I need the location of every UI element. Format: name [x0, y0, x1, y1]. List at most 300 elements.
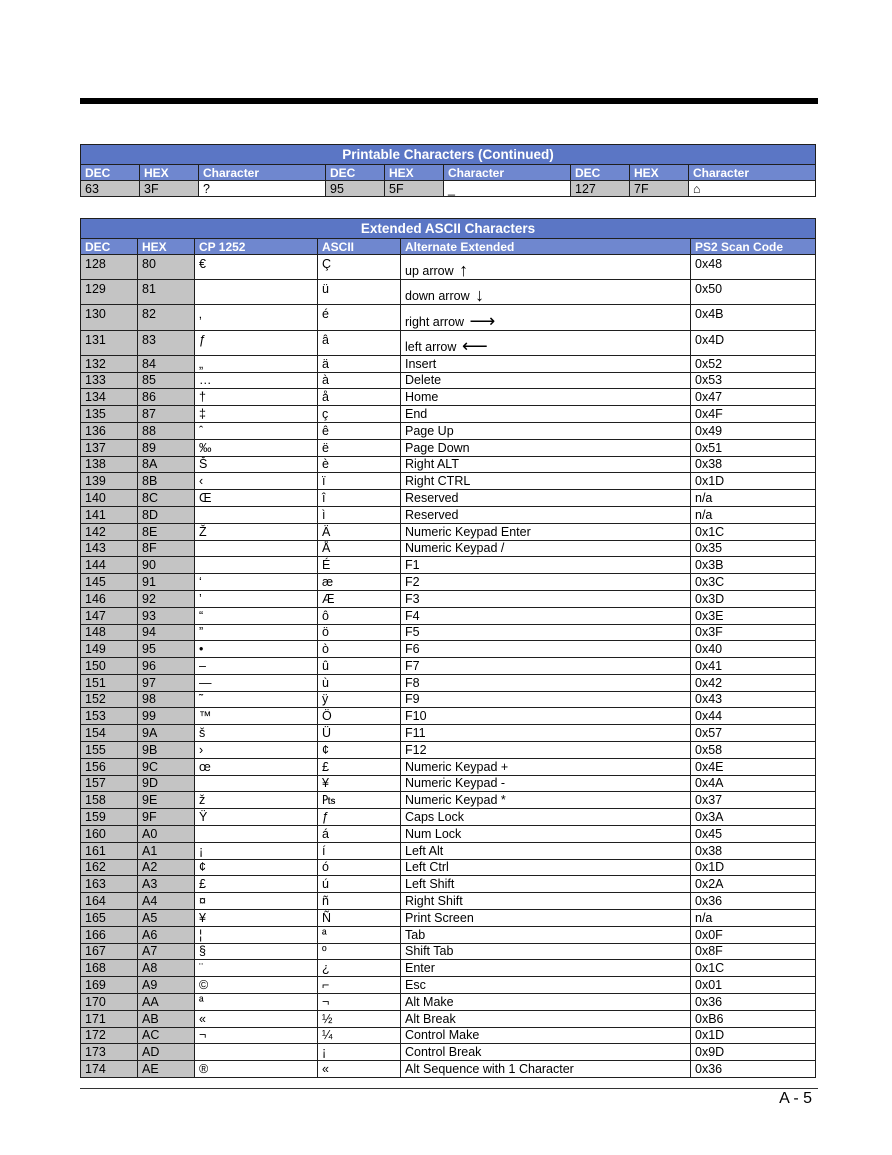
cp1252-cell: [195, 607, 318, 624]
dec-cell: [81, 389, 138, 406]
alternate-extended-cell: [401, 758, 691, 775]
dec-cell: [81, 775, 138, 792]
cell-text: F5: [405, 625, 420, 640]
cp1252-cell: [195, 960, 318, 977]
cell-text: 160: [85, 826, 106, 841]
table-row: [81, 473, 816, 490]
cell-text: ”: [199, 625, 204, 640]
cell-text: Insert: [405, 356, 437, 371]
dec-cell: [81, 557, 138, 574]
cell-text: —: [199, 675, 212, 690]
cell-text: …: [199, 373, 212, 388]
ps2-scan-code-cell: [691, 674, 816, 691]
cell-text: Num Lock: [405, 826, 462, 841]
cell-text: ¤: [199, 894, 206, 909]
cell-text: 0x48: [695, 257, 723, 271]
cell-text: Esc: [405, 978, 426, 993]
cell-text: 0x57: [695, 726, 723, 741]
cell-text: ›: [199, 742, 204, 757]
cell-text: ©: [199, 978, 209, 993]
cell-text: ¢: [322, 742, 329, 757]
alternate-extended-cell: [401, 607, 691, 624]
cell-text: ª: [322, 927, 327, 942]
hex-cell: [138, 406, 195, 423]
hex-cell: [138, 372, 195, 389]
cell-text: F2: [405, 574, 420, 589]
table-row: [81, 708, 816, 725]
cell-text: 0x36: [695, 894, 723, 909]
ps2-scan-code-cell: [691, 305, 816, 330]
table-row: [81, 439, 816, 456]
alternate-extended-cell: [401, 590, 691, 607]
cell-text: Tab: [405, 927, 426, 942]
cell-text: AD: [142, 1045, 160, 1060]
table-row: [81, 490, 816, 507]
cell-text: Control Break: [405, 1045, 482, 1060]
cell-text: 81: [142, 282, 156, 297]
cell-text: 0x3A: [695, 810, 724, 825]
cell-text: Reserved: [405, 490, 459, 505]
cell-text: §: [199, 944, 206, 959]
alternate-extended-cell: [401, 1010, 691, 1027]
cell-text: 94: [142, 625, 156, 640]
cell-text: 154: [85, 726, 106, 741]
ascii-cell: [318, 910, 401, 927]
cell-text: 92: [142, 591, 156, 606]
hex-cell: [138, 826, 195, 843]
cp1252-cell: [195, 994, 318, 1011]
hex-cell: [138, 439, 195, 456]
cell-text: A9: [142, 978, 158, 993]
cell-text: ž: [199, 793, 206, 808]
hex-cell: [138, 792, 195, 809]
cell-text: 146: [85, 591, 106, 606]
col-header-dec: DEC: [81, 239, 138, 255]
table-row: [81, 305, 816, 330]
cell-text: é: [322, 307, 329, 322]
table-row: [81, 1061, 816, 1078]
cell-text: 164: [85, 894, 106, 909]
cell-text: 153: [85, 709, 106, 724]
alternate-extended-cell: [401, 658, 691, 675]
col-header-alternate-extended: Alternate Extended: [401, 239, 691, 255]
dec-cell: [81, 422, 138, 439]
table-row: [81, 994, 816, 1011]
ascii-cell: [318, 406, 401, 423]
cell-text: ¥: [199, 910, 206, 925]
dec-cell: [81, 842, 138, 859]
cell-text: Caps Lock: [405, 810, 465, 825]
cell-text: 0x36: [695, 994, 723, 1009]
cell-text: 137: [85, 440, 106, 455]
hex-cell: [138, 330, 195, 355]
dec-cell: [81, 691, 138, 708]
cell-text: ‡: [199, 406, 206, 421]
cp1252-cell: [195, 1044, 318, 1061]
ascii-cell: [318, 960, 401, 977]
cell-text: Ç: [322, 257, 332, 271]
table-row: [81, 557, 816, 574]
col-header-dec: DEC: [81, 165, 140, 181]
ps2-scan-code-cell: [691, 330, 816, 355]
hex-cell: [138, 910, 195, 927]
cell-text: Right Shift: [405, 894, 463, 909]
alternate-extended-cell: [401, 473, 691, 490]
table-row: [81, 1027, 816, 1044]
cp1252-cell: [195, 876, 318, 893]
ascii-cell: [318, 691, 401, 708]
table-row: [81, 406, 816, 423]
alternate-extended-cell: [401, 809, 691, 826]
ps2-scan-code-cell: [691, 977, 816, 994]
ps2-scan-code-cell: [691, 372, 816, 389]
cell-text: AB: [142, 1011, 159, 1026]
ascii-cell: [318, 876, 401, 893]
col-header-cp1252: CP 1252: [195, 239, 318, 255]
ascii-cell: [318, 926, 401, 943]
cp1252-cell: [195, 758, 318, 775]
cell-text: 162: [85, 860, 106, 875]
alternate-extended-cell: [401, 775, 691, 792]
dec-cell: [81, 506, 138, 523]
cell-text: 0x3D: [695, 591, 725, 606]
cp1252-cell: [195, 305, 318, 330]
cell-text: ô: [322, 608, 329, 623]
cell-text: ‚: [199, 307, 202, 322]
cell-text: A1: [142, 843, 158, 858]
ps2-scan-code-cell: [691, 658, 816, 675]
cp1252-cell: [195, 943, 318, 960]
cell-text: â: [322, 332, 329, 347]
table-row: [81, 859, 816, 876]
cell-text: 136: [85, 423, 106, 438]
dec-cell: [81, 439, 138, 456]
alternate-extended-cell: [401, 490, 691, 507]
alternate-extended-cell: [401, 943, 691, 960]
ps2-scan-code-cell: [691, 590, 816, 607]
hex-cell: [138, 590, 195, 607]
hex-cell: [138, 775, 195, 792]
cell-text: ’: [199, 591, 202, 606]
ps2-scan-code-cell: [691, 742, 816, 759]
cell-text: ú: [322, 877, 329, 892]
arrow-icon: ⟵: [461, 335, 488, 356]
cell-text: 9D: [142, 776, 158, 791]
cell-text: •: [199, 642, 204, 657]
alternate-extended-cell: [401, 842, 691, 859]
cell-text: û: [322, 658, 329, 673]
col-header-hex: HEX: [138, 239, 195, 255]
dec-cell: [81, 742, 138, 759]
cell-text: 0x36: [695, 1062, 723, 1077]
cell-text: 0x0F: [695, 927, 723, 942]
hex-cell: [138, 523, 195, 540]
cell-text: ‘: [199, 574, 202, 589]
cell-text: ˜: [199, 692, 204, 707]
cell-text: 138: [85, 457, 106, 472]
table-row: [81, 590, 816, 607]
cell-text: ƒ: [199, 332, 206, 347]
dec-cell: [81, 876, 138, 893]
cell-text: 147: [85, 608, 106, 623]
ps2-scan-code-cell: [691, 1027, 816, 1044]
table-row: [81, 355, 816, 372]
table-row: [81, 910, 816, 927]
cell-text: š: [199, 726, 206, 741]
ps2-scan-code-cell: [691, 280, 816, 305]
cell-text: 145: [85, 574, 106, 589]
col-header-hex: HEX: [630, 165, 689, 181]
cell-text: 80: [142, 257, 156, 271]
cell-text: ¢: [199, 860, 206, 875]
cell-text: A3: [142, 877, 158, 892]
ascii-cell: [318, 826, 401, 843]
cell-text: Enter: [405, 961, 435, 976]
cell-text: 0x3C: [695, 574, 725, 589]
cp1252-cell: [195, 372, 318, 389]
ps2-scan-code-cell: [691, 355, 816, 372]
hex-cell: [138, 893, 195, 910]
ps2-scan-code-cell: [691, 641, 816, 658]
alternate-extended-cell: [401, 557, 691, 574]
cell-text: 9F: [142, 810, 157, 825]
cell-text: 0x47: [695, 390, 723, 405]
ascii-cell: [318, 624, 401, 641]
cell-text: F6: [405, 642, 420, 657]
hex-cell: [138, 456, 195, 473]
dec-cell: [81, 372, 138, 389]
ps2-scan-code-cell: [691, 792, 816, 809]
ps2-scan-code-cell: [691, 708, 816, 725]
cp1252-cell: [195, 574, 318, 591]
cell-text: Alt Break: [405, 1011, 456, 1026]
table-row: [81, 1044, 816, 1061]
dec-cell: [81, 859, 138, 876]
cell-text: Æ: [322, 591, 335, 606]
cell-text: Ž: [199, 524, 207, 539]
alternate-extended-cell: [401, 674, 691, 691]
table-row: [81, 809, 816, 826]
alternate-extended-cell: [401, 624, 691, 641]
cell-text: 88: [142, 423, 156, 438]
hex-cell: [138, 658, 195, 675]
cp1252-cell: [195, 674, 318, 691]
cell-text: A8: [142, 961, 158, 976]
cell-text: ¿: [322, 961, 330, 976]
col-header-ascii: ASCII: [318, 239, 401, 255]
hex-cell: [138, 607, 195, 624]
table-row: [81, 607, 816, 624]
table-row: [81, 960, 816, 977]
alternate-extended-cell: [401, 1061, 691, 1078]
cell-text: 0x41: [695, 658, 723, 673]
table-row: [81, 389, 816, 406]
ps2-scan-code-cell: [691, 255, 816, 280]
cell-text: 93: [142, 608, 156, 623]
ps2-scan-code-cell: [691, 775, 816, 792]
cell-text: 149: [85, 642, 106, 657]
cp1252-cell: [195, 641, 318, 658]
cell-text: 8D: [142, 507, 158, 522]
cell-text: 130: [85, 307, 106, 322]
cell-text: A6: [142, 927, 158, 942]
dec-cell: [81, 255, 138, 280]
cell-text: 0x01: [695, 978, 723, 993]
dec-cell: [81, 893, 138, 910]
ps2-scan-code-cell: [691, 473, 816, 490]
cell-text: Œ: [199, 490, 212, 505]
cell-text: Control Make: [405, 1028, 480, 1043]
cell-text: ®: [199, 1062, 209, 1077]
hex-cell: [138, 574, 195, 591]
character-cell: ⌂: [689, 181, 816, 197]
dec-cell: 127: [571, 181, 630, 197]
cell-text: right arrow: [405, 314, 465, 329]
cell-text: 0x42: [695, 675, 723, 690]
dec-cell: [81, 658, 138, 675]
cell-text: ⌐: [322, 978, 330, 993]
printable-table-title: Printable Characters (Continued): [81, 145, 816, 165]
table-row: [81, 372, 816, 389]
cell-text: 165: [85, 910, 106, 925]
ascii-cell: [318, 540, 401, 557]
cp1252-cell: [195, 926, 318, 943]
alternate-extended-cell: [401, 280, 691, 305]
cell-text: 8A: [142, 457, 158, 472]
cp1252-cell: [195, 725, 318, 742]
cp1252-cell: [195, 893, 318, 910]
cell-text: 0x1D: [695, 860, 725, 875]
table-row: [81, 506, 816, 523]
top-rule: [80, 98, 818, 104]
dec-cell: [81, 758, 138, 775]
cell-text: A5: [142, 910, 158, 925]
ps2-scan-code-cell: [691, 960, 816, 977]
table-row: [81, 775, 816, 792]
table-row: [81, 330, 816, 355]
alternate-extended-cell: [401, 422, 691, 439]
cell-text: ¬: [199, 1028, 207, 1043]
extended-ascii-table: [80, 218, 816, 1078]
hex-cell: [138, 960, 195, 977]
ascii-cell: [318, 1010, 401, 1027]
cell-text: Alt Make: [405, 994, 454, 1009]
cell-text: ˆ: [199, 423, 204, 438]
ps2-scan-code-cell: [691, 691, 816, 708]
cp1252-cell: [195, 658, 318, 675]
dec-cell: [81, 590, 138, 607]
character-cell: ?: [199, 181, 326, 197]
cell-text: ù: [322, 675, 329, 690]
cell-text: 99: [142, 709, 156, 724]
cell-text: 0x53: [695, 373, 723, 388]
alternate-extended-cell: [401, 574, 691, 591]
cell-text: 0x4D: [695, 332, 725, 347]
hex-cell: [138, 943, 195, 960]
ps2-scan-code-cell: [691, 607, 816, 624]
hex-cell: [138, 255, 195, 280]
hex-cell: [138, 506, 195, 523]
cell-text: Å: [322, 541, 331, 556]
col-header-hex: HEX: [140, 165, 199, 181]
ascii-cell: [318, 473, 401, 490]
cell-text: 0x8F: [695, 944, 723, 959]
cell-text: Ñ: [322, 910, 332, 925]
alternate-extended-cell: [401, 725, 691, 742]
hex-cell: [138, 994, 195, 1011]
cp1252-cell: [195, 809, 318, 826]
dec-cell: [81, 490, 138, 507]
cell-text: 0x3B: [695, 558, 724, 573]
cell-text: ê: [322, 423, 329, 438]
cp1252-cell: [195, 590, 318, 607]
hex-cell: [138, 708, 195, 725]
cell-text: 148: [85, 625, 106, 640]
cell-text: down arrow: [405, 289, 470, 304]
cell-text: ‰: [199, 440, 212, 455]
ascii-cell: [318, 708, 401, 725]
table-row: [81, 977, 816, 994]
ps2-scan-code-cell: [691, 893, 816, 910]
alternate-extended-cell: [401, 910, 691, 927]
hex-cell: [138, 557, 195, 574]
arrow-icon: ⟶: [469, 310, 496, 331]
cell-text: Page Down: [405, 440, 470, 455]
ascii-cell: [318, 557, 401, 574]
alternate-extended-cell: [401, 406, 691, 423]
dec-cell: [81, 674, 138, 691]
ascii-cell: [318, 607, 401, 624]
dec-cell: [81, 624, 138, 641]
cell-text: 0x4A: [695, 776, 724, 791]
cell-text: î: [322, 490, 326, 505]
ps2-scan-code-cell: [691, 943, 816, 960]
cp1252-cell: [195, 977, 318, 994]
cell-text: ë: [322, 440, 329, 455]
dec-cell: [81, 1044, 138, 1061]
cell-text: 169: [85, 978, 106, 993]
ascii-cell: [318, 725, 401, 742]
cell-text: End: [405, 406, 428, 421]
cell-text: F9: [405, 692, 420, 707]
ps2-scan-code-cell: [691, 842, 816, 859]
alternate-extended-cell: [401, 742, 691, 759]
cell-text: Alt Sequence with 1 Character: [405, 1062, 574, 1077]
ps2-scan-code-cell: [691, 422, 816, 439]
cell-text: 135: [85, 406, 106, 421]
ascii-cell: [318, 1027, 401, 1044]
extended-table-title: Extended ASCII Characters: [81, 219, 816, 239]
dec-cell: [81, 574, 138, 591]
cell-text: 140: [85, 490, 106, 505]
alternate-extended-cell: [401, 1027, 691, 1044]
hex-cell: [138, 691, 195, 708]
hex-cell: [138, 280, 195, 305]
cell-text: 174: [85, 1062, 106, 1077]
dec-cell: [81, 977, 138, 994]
hex-cell: [138, 473, 195, 490]
cell-text: AE: [142, 1062, 159, 1077]
cell-text: Shift Tab: [405, 944, 454, 959]
cell-text: Print Screen: [405, 910, 474, 925]
alternate-extended-cell: [401, 540, 691, 557]
ascii-cell: [318, 758, 401, 775]
cell-text: 8B: [142, 474, 158, 489]
cell-text: 97: [142, 675, 156, 690]
hex-cell: [138, 490, 195, 507]
dec-cell: [81, 641, 138, 658]
col-header-character: Character: [199, 165, 326, 181]
